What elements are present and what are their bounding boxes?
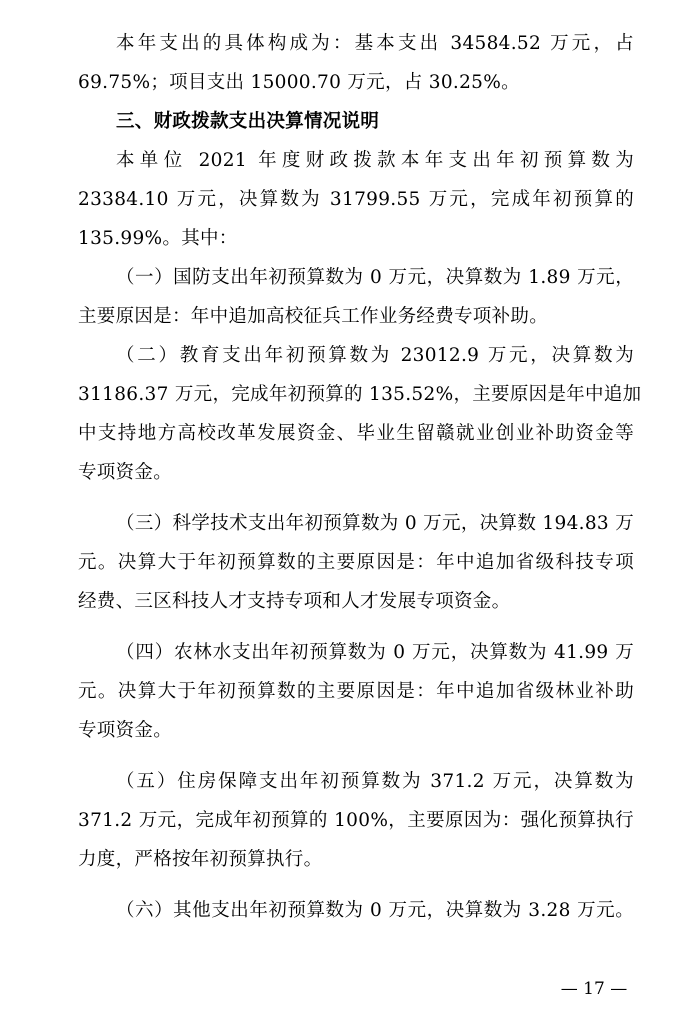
text-line: （六）其他支出年初预算数为 0 万元，决算数为 3.28 万元。 [116, 900, 634, 921]
paragraph-spacer [78, 879, 634, 891]
text-line: 本单位 2021 年度财政拨款本年支出年初预算数为 [116, 150, 634, 171]
paragraph-spacer [78, 492, 634, 504]
text-line: 专项资金。 [78, 720, 173, 741]
text-line: （三）科学技术支出年初预算数为 0 万元，决算数 194.83 万 [116, 513, 634, 534]
text-line: 力度，严格按年初预算执行。 [78, 849, 323, 870]
text-line: 371.2 万元，完成年初预算的 100%，主要原因为：强化预算执行 [78, 810, 634, 831]
text-line: （一）国防支出年初预算数为 0 万元，决算数为 1.89 万元， [116, 267, 634, 288]
paragraph-fiscal-summary [78, 141, 634, 258]
text-line: 专项资金。 [78, 462, 173, 483]
text-line: 本年支出的具体构成为：基本支出 34584.52 万元，占 [116, 33, 634, 54]
paragraph-item-1-national-defense [78, 258, 634, 336]
paragraph-item-5-housing [78, 762, 634, 879]
text-line: （二）教育支出年初预算数为 23012.9 万元，决算数为 [116, 345, 634, 366]
document-body [78, 24, 642, 930]
text-line: （五）住房保障支出年初预算数为 371.2 万元，决算数为 [116, 771, 634, 792]
text-line: 31186.37 万元，完成年初预算的 135.52%，主要原因是年中追加 [78, 384, 642, 405]
section-heading [78, 102, 634, 141]
text-line: 135.99%。其中： [78, 228, 238, 249]
paragraph-spacer [78, 621, 634, 633]
text-line: 元。决算大于年初预算数的主要原因是：年中追加省级科技专项 [78, 552, 634, 573]
paragraph-spacer [78, 750, 634, 762]
text-line: （四）农林水支出年初预算数为 0 万元，决算数为 41.99 万 [116, 642, 634, 663]
text-line: 元。决算大于年初预算数的主要原因是：年中追加省级林业补助 [78, 681, 634, 702]
text-line: 经费、三区科技人才支持专项和人才发展专项资金。 [78, 591, 511, 612]
text-line: 主要原因是：年中追加高校征兵工作业务经费专项补助。 [78, 306, 549, 327]
text-line: 69.75%；项目支出 15000.70 万元，占 30.25%。 [78, 72, 520, 93]
paragraph-item-2-education [78, 336, 642, 492]
page-number: — 17 — [560, 979, 628, 999]
paragraph-item-3-science-technology [78, 504, 634, 621]
paragraph-item-6-other [78, 891, 634, 930]
heading-text: 三、财政拨款支出决算情况说明 [116, 111, 380, 132]
text-line: 中支持地方高校改革发展资金、毕业生留赣就业创业补助资金等 [78, 423, 634, 444]
text-line: 23384.10 万元，决算数为 31799.55 万元，完成年初预算的 [78, 189, 634, 210]
paragraph-expenditure-composition [78, 24, 634, 102]
paragraph-item-4-agriculture-forestry-water [78, 633, 634, 750]
